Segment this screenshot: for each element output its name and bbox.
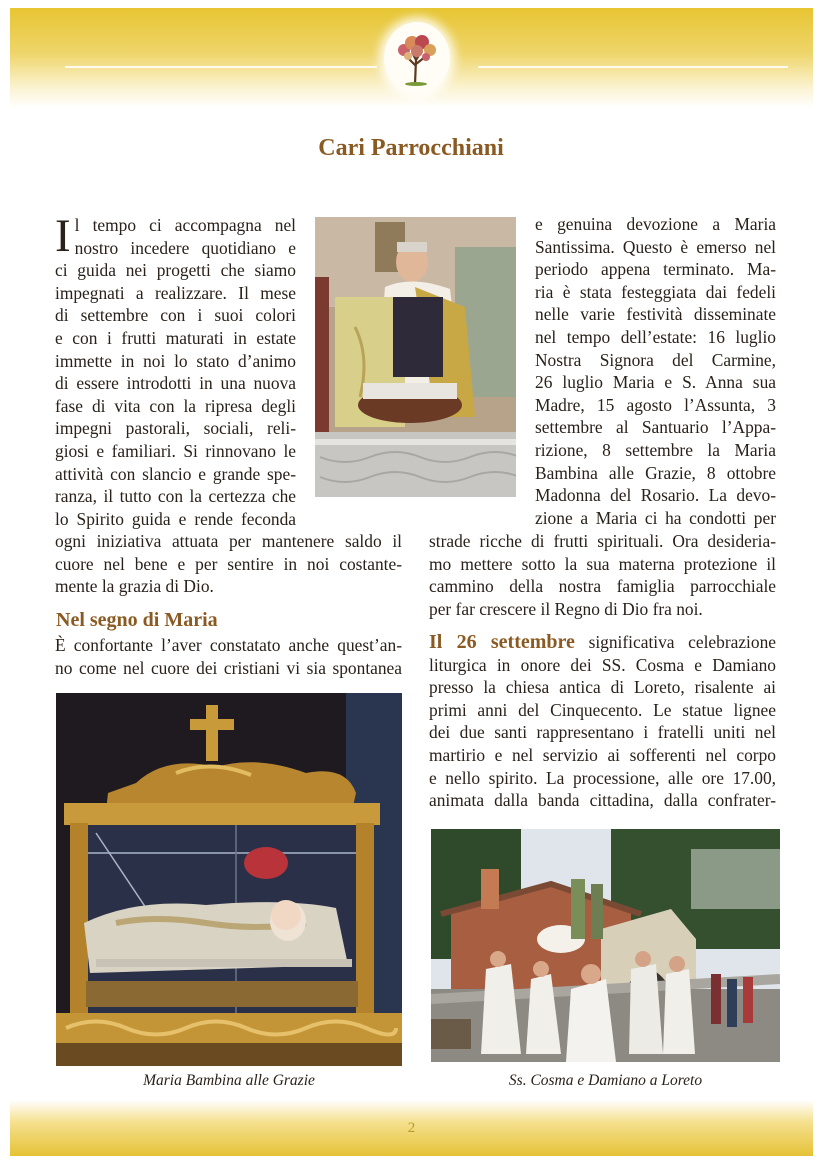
text-line: Madonna del Rosario. La devo- — [535, 485, 776, 506]
text-line: impegnati a realizzare. Il mese — [55, 282, 296, 303]
text-line: attività con slancio e grande spe- — [55, 463, 296, 484]
text-line: nostro incedere quotidiano e — [74, 237, 296, 258]
text-line: di settembre con i suoi colori — [55, 305, 296, 326]
section-paragraph — [55, 634, 402, 679]
text-line: zione a Maria ci ha condotti per — [535, 507, 776, 528]
text-line: Nostra Signora del Carmine, — [535, 349, 776, 370]
text-line: ria è stata festeggiata dai fedeli — [535, 281, 776, 302]
parish-logo — [384, 22, 450, 94]
section-heading: Nel segno di Maria — [56, 609, 218, 631]
header-rule-right — [478, 66, 788, 68]
text-line: Bambina alle Grazie, 8 ottobre — [535, 462, 776, 483]
text-line: mo mettere sotto la sua materna protezione il — [429, 553, 776, 574]
procession-photo — [431, 829, 780, 1062]
header-rule-left — [65, 66, 377, 68]
caption-right: Ss. Cosma e Damiano a Loreto — [508, 1072, 703, 1089]
text-line: ogni iniziativa attuata per mantenere saldo il — [55, 531, 402, 551]
text-line-rest: significativa celebrazione — [574, 632, 777, 652]
text-line: di essere introdotti in una nuova — [55, 373, 296, 394]
caption-left: Maria Bambina alle Grazie — [143, 1072, 315, 1089]
intro-paragraph — [55, 210, 296, 530]
text-line: ranza, il tutto con la certezza che — [55, 486, 296, 507]
text-line: periodo appena terminato. Ma- — [535, 259, 776, 280]
text-line: primi anni del Cinquecento. Le statue lignee — [429, 699, 776, 720]
text-line: nelle varie festività disseminate — [535, 304, 776, 325]
text-line: no come nel cuore dei cristiani vi sia spontanea — [55, 657, 402, 678]
text-line: liturgica in onore dei SS. Cosma e Damiano — [429, 654, 776, 675]
page-number: 2 — [407, 1120, 416, 1136]
text-line: Madre, 15 agosto l’Assunta, 3 — [535, 394, 776, 415]
text-line: dei due santi rappresentano i fratelli uniti nel — [429, 722, 776, 743]
text-line: giosi e familiari. Si rinnovano le — [55, 440, 296, 461]
maria-bambina-photo — [56, 693, 402, 1066]
text-line: nel tempo dell’estate: 16 luglio — [535, 326, 776, 347]
text-line: cammino della nostra famiglia parrocchiale — [429, 576, 776, 597]
text-line: lo Spirito guida e rende feconda — [55, 508, 296, 529]
text-line: per far crescere il Regno di Dio fra noi. — [429, 598, 703, 619]
dropcap: I — [55, 210, 71, 262]
tree-icon — [392, 30, 442, 86]
text-line — [429, 631, 776, 654]
text-line: È confortante l’aver constatato anche quest’an- — [55, 635, 402, 655]
right-column-continuation — [429, 530, 776, 620]
text-line: impegni pastorali, sociali, reli- — [55, 418, 296, 439]
text-line: settembre al Santuario l’Appa- — [535, 417, 776, 438]
text-line: Santissima. Questo è emerso nel — [535, 236, 776, 257]
text-line: martirio e nel servizio ai sofferenti nel corpo — [429, 744, 776, 765]
page-title: Cari Parrocchiani — [318, 135, 504, 161]
footer-band — [10, 1100, 813, 1156]
priest-altar-photo — [315, 217, 516, 497]
text-line: strade ricche di frutti spirituali. Ora desideria- — [429, 531, 776, 551]
intro-continuation — [55, 530, 402, 598]
text-line: mente la grazia di Dio. — [55, 576, 214, 597]
text-line: ci guida nei progetti che siamo — [55, 260, 296, 281]
text-line: e genuina devozione a Maria — [535, 214, 776, 234]
text-line: l tempo ci accompagna nel — [74, 215, 296, 235]
text-line: fase di vita con la ripresa degli — [55, 395, 296, 416]
text-line: immette in noi lo stato d’animo — [55, 350, 296, 371]
text-line: presso la chiesa antica di Loreto, risalente ai — [429, 677, 776, 698]
right-column-paragraph — [535, 213, 776, 529]
date-lead: Il 26 settembre — [429, 631, 575, 653]
september-paragraph — [429, 631, 776, 812]
text-line: 26 luglio Maria e S. Anna sua — [535, 372, 776, 393]
text-line: animata dalla banda cittadina, dalla confrater- — [429, 790, 776, 811]
text-line: rizione, 8 settembre la Maria — [535, 439, 776, 460]
text-line: e con i frutti maturati in estate — [55, 327, 296, 348]
text-line: e nello spirito. La processione, alle ore 17.00, — [429, 767, 776, 788]
text-line: cuore nel bene e per sentire in noi costante- — [55, 553, 402, 574]
